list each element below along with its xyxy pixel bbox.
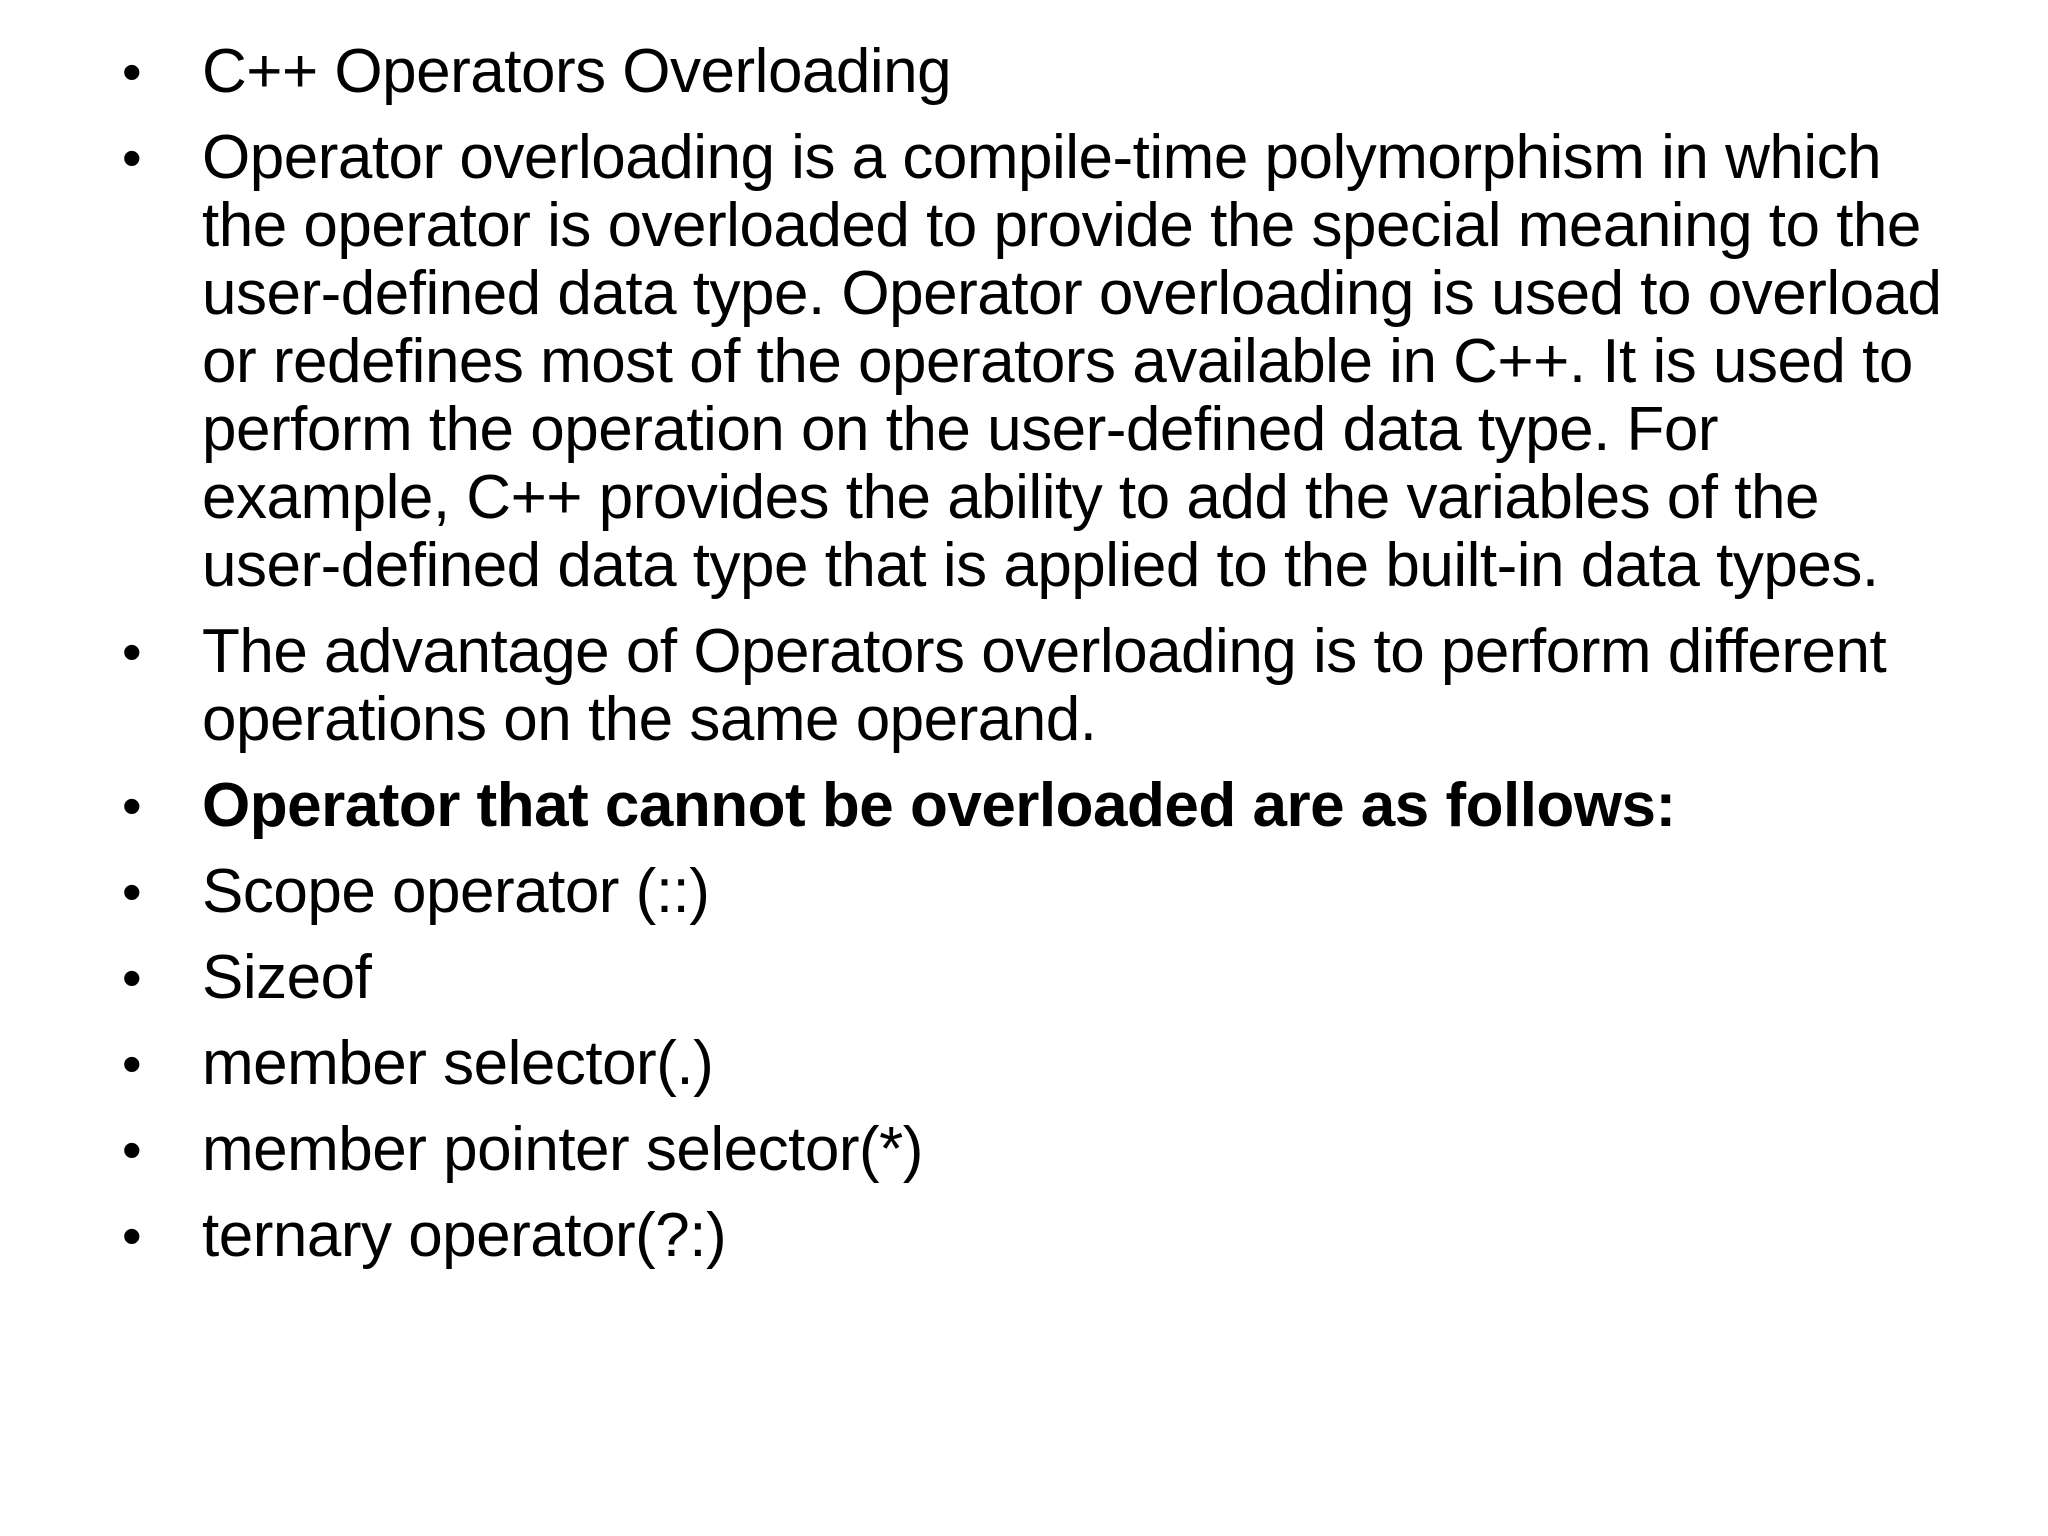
list-item-text: ternary operator(?:): [202, 1201, 727, 1270]
list-item: [122, 772, 1952, 840]
list-item: [122, 1116, 1952, 1184]
list-item: [122, 1202, 1952, 1270]
list-item: [122, 38, 1952, 106]
list-item-text: member selector(.): [202, 1029, 714, 1098]
bullet-icon: •: [122, 1118, 142, 1181]
bullet-icon: •: [122, 1032, 142, 1095]
list-item-text: member pointer selector(*): [202, 1115, 923, 1184]
bullet-list: [122, 38, 1952, 1288]
bullet-icon: •: [122, 1204, 142, 1267]
list-item: [122, 1030, 1952, 1098]
bullet-icon: •: [122, 620, 142, 683]
list-item-text: Scope operator (::): [202, 857, 710, 926]
list-item-text: Operator that cannot be overloaded are as follows:: [202, 771, 1676, 840]
bullet-icon: •: [122, 774, 142, 837]
list-item-text: Operator overloading is a compile-time polymorphism in which the operator is overloaded to provide the special meaning to the user-defined data type. Operator overloading is used to overload or redefines most of the operators available in C++. It is used to perform the operation on the user-defined data type. For example, C++ provides the ability to add the variables of the user-defined data type that is applied to the built-in data types.: [202, 123, 1942, 600]
list-item: [122, 618, 1952, 754]
list-item-text: The advantage of Operators overloading is to perform different operations on the same operand.: [202, 617, 1887, 754]
bullet-icon: •: [122, 40, 142, 103]
list-item: [122, 124, 1952, 600]
list-item: [122, 858, 1952, 926]
bullet-icon: •: [122, 946, 142, 1009]
list-item: [122, 944, 1952, 1012]
bullet-icon: •: [122, 126, 142, 189]
bullet-icon: •: [122, 860, 142, 923]
list-item-text: C++ Operators Overloading: [202, 37, 952, 106]
list-item-text: Sizeof: [202, 943, 372, 1012]
